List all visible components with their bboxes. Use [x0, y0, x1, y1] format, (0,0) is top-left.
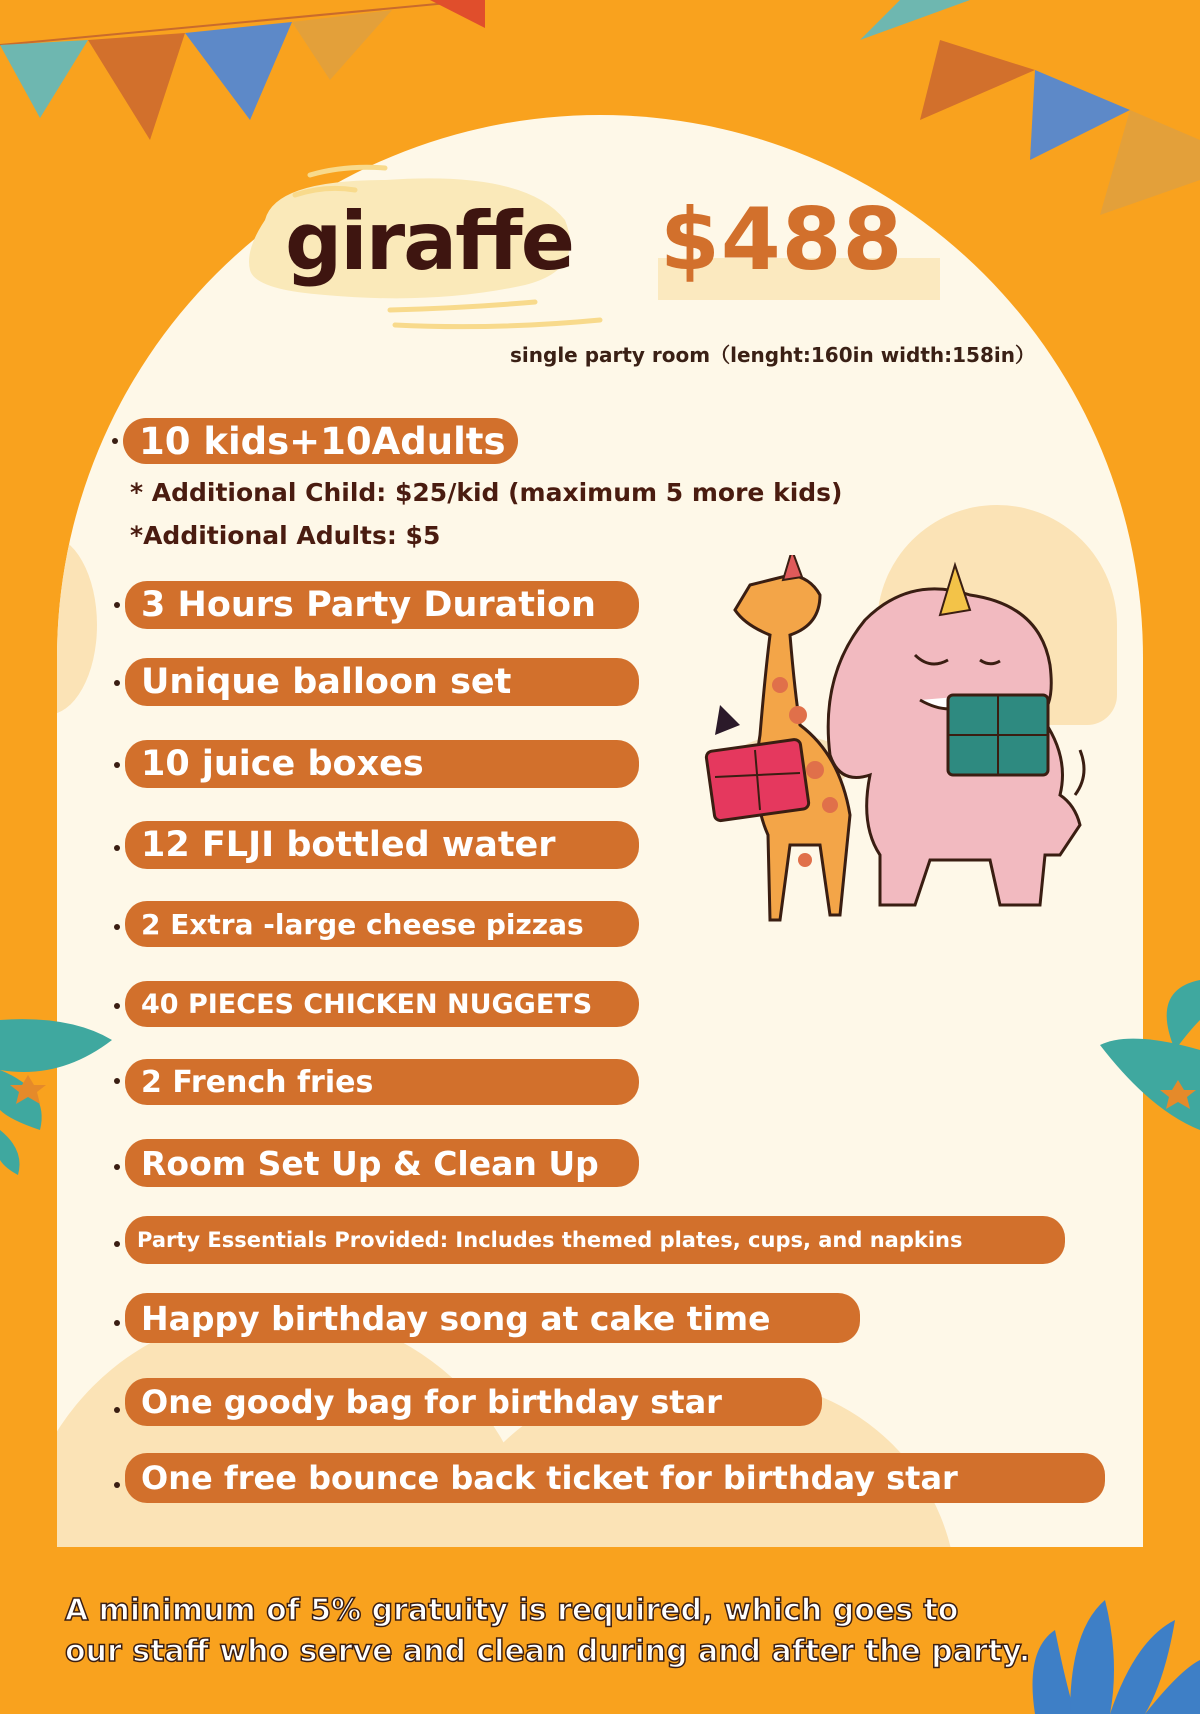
item-birthday-song: Happy birthday song at cake time — [125, 1293, 860, 1343]
leaf-left-icon — [0, 1010, 120, 1180]
item-kids-adults: 10 kids+10Adults — [123, 418, 518, 464]
bullet-dot — [114, 924, 120, 930]
bullet-dot — [114, 1003, 120, 1009]
bullet-dot — [114, 1241, 120, 1247]
item-water: 12 FLJI bottled water — [125, 821, 639, 869]
gratuity-notice — [65, 1590, 1065, 1672]
bunting-right-decoration — [860, 0, 1200, 230]
bullet-dot — [114, 845, 120, 851]
item-essentials: Party Essentials Provided: Includes themed plates, cups, and napkins — [125, 1216, 1065, 1264]
bunting-left-decoration — [0, 0, 500, 140]
item-nuggets: 40 PIECES CHICKEN NUGGETS — [125, 981, 639, 1027]
bullet-dot — [114, 602, 120, 608]
item-duration: 3 Hours Party Duration — [125, 581, 639, 629]
item-room-setup: Room Set Up & Clean Up — [125, 1139, 639, 1187]
note-additional-adults: *Additional Adults: $5 — [130, 521, 441, 550]
bullet-dot — [114, 1482, 120, 1488]
room-info: single party room（lenght:160in width:158in） — [510, 343, 1035, 367]
bullet-dot — [114, 680, 120, 686]
bullet-dot — [112, 438, 118, 444]
item-pizza: 2 Extra -large cheese pizzas — [125, 901, 639, 947]
animals-illustration — [680, 555, 1180, 955]
leaf-right-icon — [1090, 980, 1200, 1170]
package-price: $488 — [660, 190, 904, 290]
bullet-dot — [114, 762, 120, 768]
bullet-dot — [114, 1320, 120, 1326]
gratuity-notice-line2: our staff who serve and clean during and after the party. — [65, 1634, 1031, 1669]
item-juice: 10 juice boxes — [125, 740, 639, 788]
elephant-icon — [828, 565, 1084, 905]
item-fries: 2 French fries — [125, 1059, 639, 1105]
decorative-blob — [57, 535, 97, 715]
item-goody-bag: One goody bag for birthday star — [125, 1378, 822, 1426]
gratuity-notice-line1: A minimum of 5% gratuity is required, which goes to — [65, 1593, 959, 1628]
item-bounce-ticket: One free bounce back ticket for birthday star — [125, 1453, 1105, 1503]
item-balloon: Unique balloon set — [125, 658, 639, 706]
bullet-dot — [114, 1407, 120, 1413]
note-additional-child: * Additional Child: $25/kid (maximum 5 more kids) — [130, 478, 843, 507]
package-title: giraffe — [285, 195, 573, 288]
bullet-dot — [114, 1078, 120, 1084]
bullet-dot — [114, 1164, 120, 1170]
